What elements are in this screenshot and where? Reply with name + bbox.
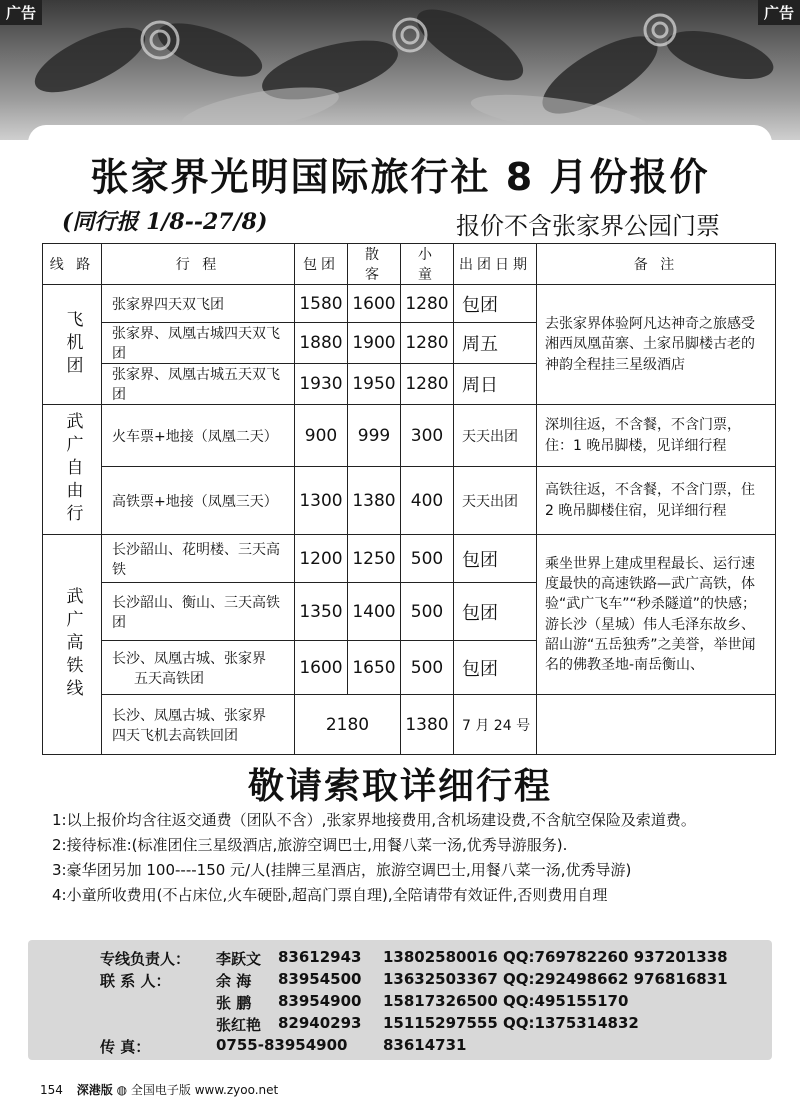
list-item: 1:以上报价均含往返交通费（团队不含）,张家界地接费用,含机场建设费,不含航空保险及索道费。 (52, 811, 696, 829)
trip-line-2: 五天高铁团 (134, 670, 204, 687)
trip-cell: 长沙韶山、花明楼、三天高铁 (102, 535, 295, 583)
route-rail: 武广高铁线 (43, 535, 102, 755)
note-air: 去张家界体验阿凡达神奇之旅感受湘西凤凰苗寨、土家吊脚楼古老的神韵全程挂三星级酒店 (537, 285, 776, 405)
header-single: 散 客 (348, 244, 401, 285)
list-item: 3:豪华团另加 100----150 元/人(挂牌三星酒店，旅游空调巴士,用餐八菜一汤,优秀导游) (52, 861, 632, 879)
table-row (43, 695, 776, 755)
contact-mobile: 15115297555 (383, 1014, 498, 1032)
depart-date: 包团 (454, 583, 537, 641)
price-single: 1600 (348, 285, 401, 323)
manager-tel: 83612943 (278, 948, 362, 966)
ad-label-left: 广告 (0, 0, 42, 25)
price-combined: 2180 (295, 695, 401, 755)
price-group: 1350 (295, 583, 348, 641)
terms-list (52, 808, 696, 908)
table-row (43, 405, 776, 467)
price-child: 300 (401, 405, 454, 467)
note-cell: 深圳往返，不含餐，不含门票，住：1 晚吊脚楼，见详细行程 (537, 405, 776, 467)
table-row (43, 535, 776, 583)
site-link[interactable]: 全国电子版 www.zyoo.net (130, 1083, 279, 1097)
note-rail: 乘坐世界上建成里程最长、运行速度最快的高速铁路—武广高铁，体验“武广飞车”“秒杀隧道”的快感；游长沙（星城）伟人毛泽东故乡、韶山游“五岳独秀”之美誉，举世闻名的佛教圣地-南岳衡山、 (537, 535, 776, 695)
table-row (43, 285, 776, 323)
manager-mobile: 13802580016 (383, 948, 498, 966)
list-item: 4:小童所收费用(不占床位,火车硬卧,超高门票自理),全陪请带有效证件,否则费用自理 (52, 886, 608, 904)
price-child: 500 (401, 583, 454, 641)
price-single: 1900 (348, 323, 401, 364)
contact-mobile: 15817326500 (383, 992, 498, 1010)
trip-cell (102, 695, 295, 755)
ad-label-right: 广告 (758, 0, 800, 25)
price-group: 1200 (295, 535, 348, 583)
trip-cell: 高铁票+地接（凤凰三天） (102, 467, 295, 535)
contact-name: 张红艳 (216, 1016, 262, 1034)
contact-name: 张 鹏 (216, 994, 252, 1012)
page-title: 张家界光明国际旅行社 8 月份报价 (90, 155, 710, 199)
contact-label: 联 系 人： (100, 972, 171, 990)
price-child: 500 (401, 535, 454, 583)
price-child: 500 (401, 641, 454, 695)
price-group: 1580 (295, 285, 348, 323)
price-group: 1930 (295, 364, 348, 405)
price-group: 1600 (295, 641, 348, 695)
contact-name: 余 海 (216, 972, 252, 990)
price-child: 1380 (401, 695, 454, 755)
header-group: 包团 (295, 244, 348, 285)
trip-cell (102, 641, 295, 695)
page-footer (40, 1081, 278, 1098)
depart-date: 天天出团 (454, 467, 537, 535)
price-single: 1380 (348, 467, 401, 535)
price-single: 1250 (348, 535, 401, 583)
depart-date: 7 月 24 号 (454, 695, 537, 755)
header-note: 备 注 (537, 244, 776, 285)
excluded-fee-note: 报价不含张家界公园门票 (456, 212, 720, 240)
decorative-banner (0, 0, 800, 140)
trip-cell: 张家界、凤凰古城五天双飞团 (102, 364, 295, 405)
header-child: 小 童 (401, 244, 454, 285)
trip-line-1: 长沙、凤凰古城、张家界 (112, 650, 266, 667)
price-child: 1280 (401, 364, 454, 405)
manager-qq: QQ:769782260 937201338 (503, 948, 728, 966)
price-table (42, 243, 776, 755)
header-route: 线 路 (43, 244, 102, 285)
contact-qq: QQ:495155170 (503, 992, 629, 1010)
price-child: 1280 (401, 285, 454, 323)
contact-tel: 83954500 (278, 970, 362, 988)
list-item: 2:接待标准:(标准团住三星级酒店,旅游空调巴士,用餐八菜一汤,优秀导游服务). (52, 836, 568, 854)
call-to-action: 敬请索取详细行程 (247, 766, 552, 807)
manager-label: 专线负责人： (100, 950, 191, 968)
logo-icon: ◍ (116, 1083, 128, 1097)
leaf-pattern-icon (0, 0, 800, 140)
table-row (43, 467, 776, 535)
edition-label: 深港版 (76, 1083, 113, 1097)
contact-tel: 83954900 (278, 992, 362, 1010)
contact-box (28, 940, 772, 1060)
note-cell-empty (537, 695, 776, 755)
depart-date: 周日 (454, 364, 537, 405)
header-trip: 行 程 (102, 244, 295, 285)
price-group: 1300 (295, 467, 348, 535)
price-child: 400 (401, 467, 454, 535)
route-free: 武广自由行 (43, 405, 102, 535)
depart-date: 周五 (454, 323, 537, 364)
trip-line-2: 四天飞机去高铁回团 (112, 727, 238, 744)
trip-cell: 张家界、凤凰古城四天双飞团 (102, 323, 295, 364)
depart-date: 天天出团 (454, 405, 537, 467)
trip-cell: 长沙韶山、衡山、三天高铁团 (102, 583, 295, 641)
contact-qq: QQ:292498662 976816831 (503, 970, 728, 988)
peer-quote-label: (同行报 1/8--27/8) (62, 209, 268, 235)
trip-cell: 火车票+地接（凤凰二天） (102, 405, 295, 467)
header-date: 出团日期 (454, 244, 537, 285)
note-cell: 高铁往返，不含餐，不含门票，住 2 晚吊脚楼住宿，见详细行程 (537, 467, 776, 535)
trip-line-1: 长沙、凤凰古城、张家界 (112, 707, 266, 724)
route-air: 飞机团 (43, 285, 102, 405)
page-number: 154 (40, 1083, 63, 1097)
price-group: 900 (295, 405, 348, 467)
price-single: 1650 (348, 641, 401, 695)
depart-date: 包团 (454, 285, 537, 323)
fax-number-2: 83614731 (383, 1036, 467, 1054)
depart-date: 包团 (454, 641, 537, 695)
price-group: 1880 (295, 323, 348, 364)
fax-label: 传 真： (100, 1038, 151, 1056)
contact-qq: QQ:1375314832 (503, 1014, 639, 1032)
table-header-row (43, 244, 776, 285)
trip-cell: 张家界四天双飞团 (102, 285, 295, 323)
contact-tel: 82940293 (278, 1014, 362, 1032)
price-single: 1400 (348, 583, 401, 641)
fax-number: 0755-83954900 (216, 1036, 348, 1054)
manager-name: 李跃文 (216, 950, 262, 968)
price-single: 999 (348, 405, 401, 467)
contact-mobile: 13632503367 (383, 970, 498, 988)
price-single: 1950 (348, 364, 401, 405)
depart-date: 包团 (454, 535, 537, 583)
price-child: 1280 (401, 323, 454, 364)
